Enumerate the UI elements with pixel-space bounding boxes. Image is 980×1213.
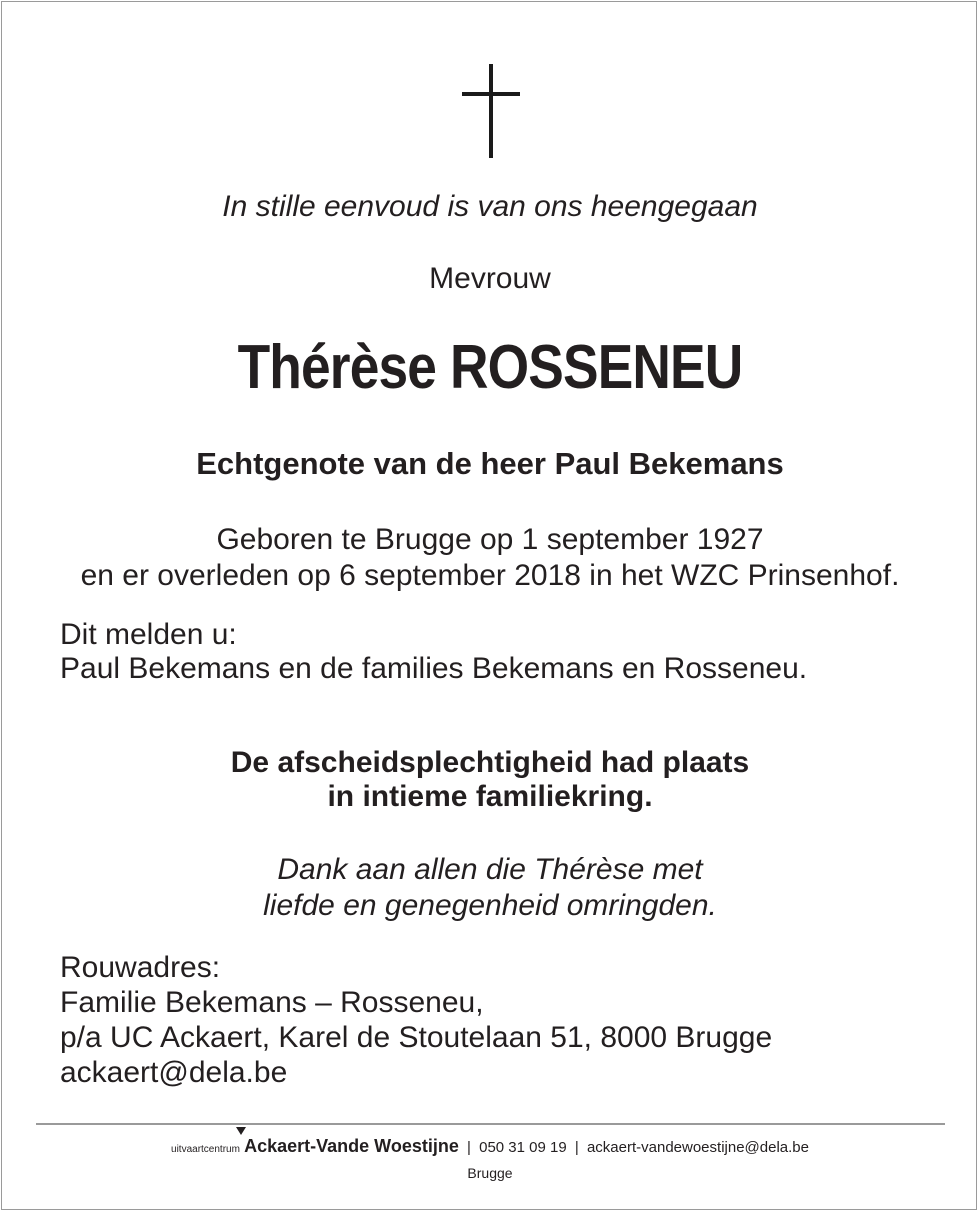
- cross-icon: [462, 64, 520, 158]
- honorific: Mevrouw: [429, 262, 551, 295]
- footer-separator: |: [574, 1139, 579, 1156]
- footer-separator: |: [467, 1139, 471, 1156]
- announcement-label: Dit melden u:: [60, 618, 237, 651]
- thanks-line-1: Dank aan allen die Thérèse met: [277, 853, 703, 886]
- thanks-block: [0, 852, 980, 924]
- thanks-line-2: liefde en genegenheid omringden.: [263, 889, 717, 922]
- brand-triangle-icon: [236, 1127, 246, 1135]
- announcement-block: [60, 618, 807, 686]
- funeral-home-name: Ackaert-Vande Woestijne: [244, 1136, 459, 1156]
- spouse-line: Echtgenote van de heer Paul Bekemans: [196, 446, 784, 481]
- funeral-home-footer: [0, 1136, 980, 1157]
- ceremony-block: [0, 746, 980, 814]
- address-street: p/a UC Ackaert, Karel de Stoutelaan 51, 8000 Brugge: [60, 1021, 773, 1054]
- intro-text: In stille eenvoud is van ons heengegaan: [222, 190, 758, 223]
- address-family: Familie Bekemans – Rosseneu,: [60, 986, 484, 1019]
- birth-line: Geboren te Brugge op 1 september 1927: [216, 523, 764, 556]
- death-line: en er overleden op 6 september 2018 in het WZC Prinsenhof.: [80, 559, 900, 592]
- deceased-name: Thérèse ROSSENEU: [237, 333, 743, 402]
- funeral-home-brand: [244, 1136, 459, 1156]
- address-email: ackaert@dela.be: [60, 1056, 288, 1089]
- ceremony-line-2: in intieme familiekring.: [327, 780, 653, 813]
- birth-death-block: [0, 522, 980, 594]
- footer-divider: [36, 1123, 945, 1125]
- mourning-address-block: [60, 950, 772, 1090]
- address-label: Rouwadres:: [60, 951, 221, 984]
- footer-city: Brugge: [467, 1165, 513, 1181]
- announcement-names: Paul Bekemans en de families Bekemans en Rosseneu.: [60, 652, 808, 685]
- footer-prefix: uitvaartcentrum: [171, 1144, 240, 1155]
- footer-email: ackaert-vandewoestijne@dela.be: [586, 1139, 809, 1156]
- ceremony-line-1: De afscheidsplechtigheid had plaats: [230, 746, 750, 779]
- footer-phone: 050 31 09 19: [479, 1139, 567, 1156]
